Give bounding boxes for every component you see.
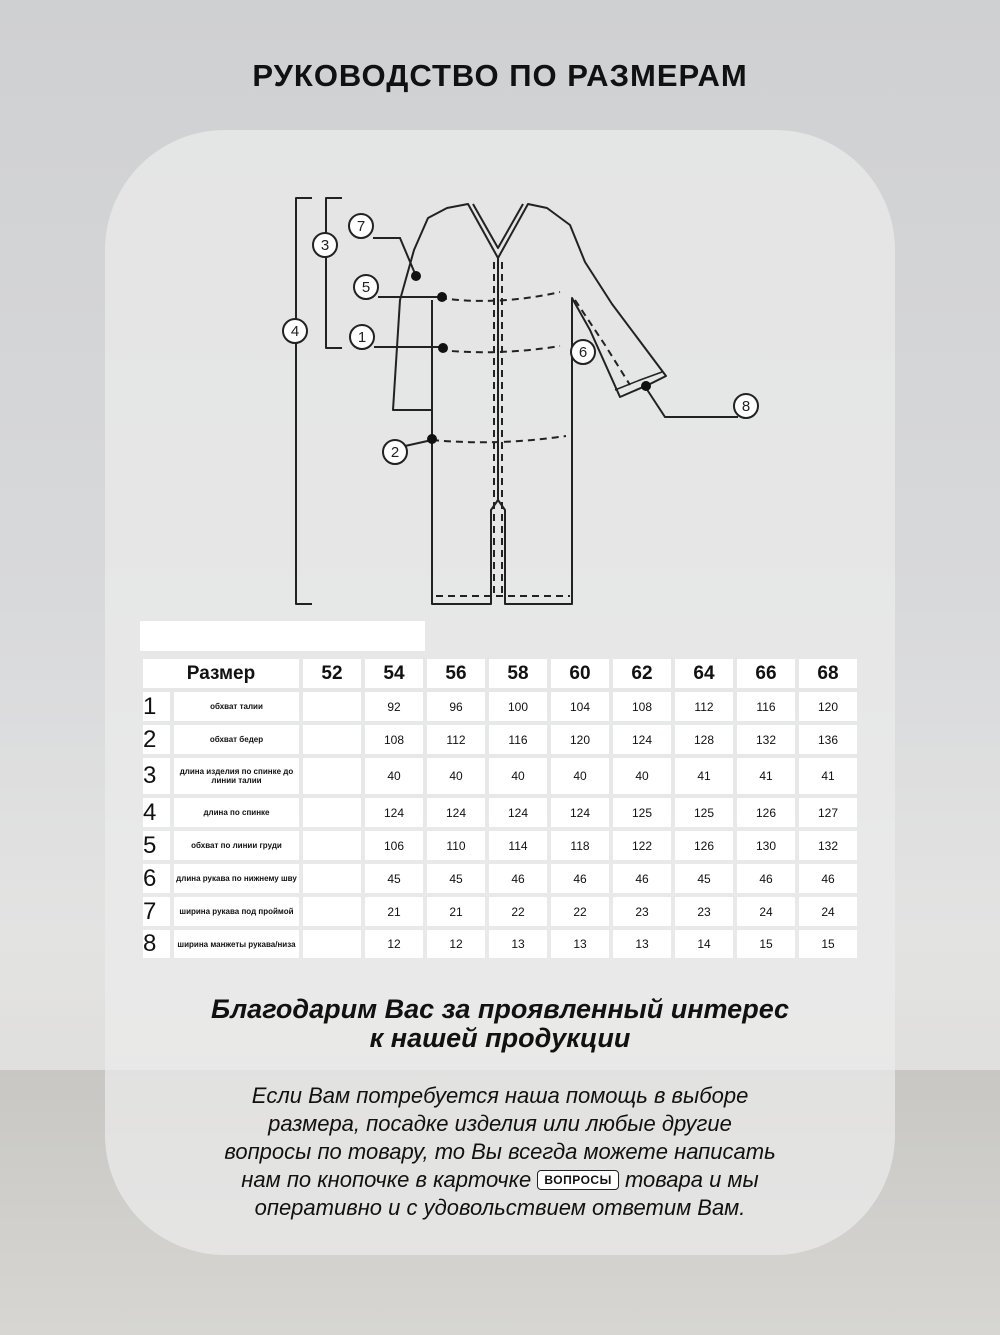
table-cell: 125 [675, 798, 733, 827]
table-cell: 110 [427, 831, 485, 860]
table-cell: 12 [427, 930, 485, 958]
table-cell: 116 [489, 725, 547, 754]
table-cell: 108 [365, 725, 423, 754]
table-cell: 22 [551, 897, 609, 926]
table-cell: 41 [737, 758, 795, 794]
table-cell: 21 [365, 897, 423, 926]
waist-length-bracket [326, 198, 342, 348]
table-row [143, 692, 857, 721]
table-cell [303, 930, 361, 958]
table-cell: 120 [799, 692, 857, 721]
table-cell [303, 725, 361, 754]
table-cell: 41 [675, 758, 733, 794]
header-size-label: Размер [143, 659, 299, 688]
table-cell: 46 [613, 864, 671, 893]
help-line-4-end: товара и мы [624, 1167, 759, 1192]
thanks-line-2: к нашей продукции [369, 1023, 631, 1053]
page-title: РУКОВОДСТВО ПО РАЗМЕРАМ [252, 58, 748, 93]
marker-3-label: 3 [320, 237, 330, 254]
row-measurement-label: обхват талии [174, 692, 299, 721]
table-row [143, 930, 857, 958]
table-cell: 21 [427, 897, 485, 926]
questions-button[interactable]: ВОПРОСЫ [537, 1170, 618, 1190]
row-measurement-label: ширина рукава под проймой [174, 897, 299, 926]
table-cell: 24 [799, 897, 857, 926]
table-cell: 45 [427, 864, 485, 893]
thanks-line-1: Благодарим Вас за проявленный интерес [210, 994, 790, 1024]
table-cell: 108 [613, 692, 671, 721]
table-cell: 124 [489, 798, 547, 827]
table-row [143, 864, 857, 893]
table-row [143, 725, 857, 754]
table-cell: 112 [427, 725, 485, 754]
row-measurement-label: обхват бедер [174, 725, 299, 754]
table-cell [303, 831, 361, 860]
table-row [143, 831, 857, 860]
size-table [139, 655, 861, 962]
marker-6-label: 6 [578, 344, 588, 361]
help-line-4-start: нам по кнопочке в карточке [241, 1167, 532, 1192]
table-cell: 15 [737, 930, 795, 958]
blank-label-box [140, 621, 425, 651]
table-cell: 23 [675, 897, 733, 926]
row-number: 6 [143, 864, 170, 893]
row-measurement-label: ширина манжеты рукава/низа [174, 930, 299, 958]
table-cell [303, 758, 361, 794]
row-number: 8 [143, 930, 170, 958]
table-cell: 92 [365, 692, 423, 721]
header-size: 64 [675, 659, 733, 688]
marker-2-label: 2 [390, 444, 400, 461]
row-number: 3 [143, 758, 170, 794]
marker-1-label: 1 [357, 329, 367, 346]
table-cell: 126 [737, 798, 795, 827]
table-cell: 45 [675, 864, 733, 893]
table-cell: 13 [613, 930, 671, 958]
table-cell [303, 864, 361, 893]
help-text [0, 1082, 1000, 1222]
header-size: 58 [489, 659, 547, 688]
table-cell: 120 [551, 725, 609, 754]
row-number: 4 [143, 798, 170, 827]
table-cell: 136 [799, 725, 857, 754]
table-cell: 127 [799, 798, 857, 827]
table-cell: 40 [427, 758, 485, 794]
table-cell: 96 [427, 692, 485, 721]
help-line-3: вопросы по товару, то Вы всегда можете написать [224, 1139, 776, 1164]
header-size: 68 [799, 659, 857, 688]
table-row [143, 897, 857, 926]
table-cell: 124 [613, 725, 671, 754]
table-cell [303, 692, 361, 721]
row-number: 7 [143, 897, 170, 926]
row-measurement-label: длина по спинке [174, 798, 299, 827]
table-cell: 124 [365, 798, 423, 827]
table-cell [303, 897, 361, 926]
table-cell: 45 [365, 864, 423, 893]
header-size: 60 [551, 659, 609, 688]
row-measurement-label: длина рукава по нижнему шву [174, 864, 299, 893]
waist-line [440, 346, 560, 352]
table-cell: 40 [613, 758, 671, 794]
table-cell: 46 [551, 864, 609, 893]
header-size: 66 [737, 659, 795, 688]
table-cell: 124 [551, 798, 609, 827]
table-cell: 128 [675, 725, 733, 754]
table-cell: 132 [799, 831, 857, 860]
table-cell: 13 [551, 930, 609, 958]
table-cell: 12 [365, 930, 423, 958]
table-cell: 13 [489, 930, 547, 958]
table-cell: 125 [613, 798, 671, 827]
table-cell: 114 [489, 831, 547, 860]
table-cell: 46 [799, 864, 857, 893]
thanks-heading [0, 995, 1000, 1053]
row-number: 2 [143, 725, 170, 754]
table-cell: 22 [489, 897, 547, 926]
table-cell: 118 [551, 831, 609, 860]
table-cell: 40 [365, 758, 423, 794]
help-line-5: оперативно и с удовольствием ответим Вам. [254, 1195, 746, 1220]
table-cell: 41 [799, 758, 857, 794]
table-cell: 40 [489, 758, 547, 794]
table-cell: 23 [613, 897, 671, 926]
help-line-2: размера, посадке изделия или любые другие [268, 1111, 732, 1136]
table-cell: 116 [737, 692, 795, 721]
table-cell: 104 [551, 692, 609, 721]
marker-7-label: 7 [356, 218, 366, 235]
table-row [143, 798, 857, 827]
help-line-1: Если Вам потребуется наша помощь в выборе [251, 1083, 749, 1108]
row-number: 1 [143, 692, 170, 721]
chest-line [440, 292, 560, 301]
row-measurement-label: длина изделия по спинке до линии талии [174, 758, 299, 794]
table-cell: 15 [799, 930, 857, 958]
row-number: 5 [143, 831, 170, 860]
table-cell: 132 [737, 725, 795, 754]
table-cell: 130 [737, 831, 795, 860]
marker-4-label: 4 [290, 323, 300, 340]
table-cell [303, 798, 361, 827]
help-line-4 [0, 1166, 1000, 1194]
garment-diagram [0, 0, 1000, 620]
table-cell: 122 [613, 831, 671, 860]
table-row [143, 758, 857, 794]
table-cell: 24 [737, 897, 795, 926]
table-cell: 124 [427, 798, 485, 827]
header-size: 56 [427, 659, 485, 688]
marker-8-label: 8 [741, 398, 751, 415]
table-cell: 46 [737, 864, 795, 893]
length-bracket [296, 198, 312, 604]
header-size: 54 [365, 659, 423, 688]
header-size: 62 [613, 659, 671, 688]
table-cell: 106 [365, 831, 423, 860]
table-cell: 126 [675, 831, 733, 860]
coat-outline [390, 204, 666, 604]
table-header-row [143, 659, 857, 688]
table-cell: 112 [675, 692, 733, 721]
table-cell: 46 [489, 864, 547, 893]
header-size: 52 [303, 659, 361, 688]
table-cell: 40 [551, 758, 609, 794]
table-cell: 14 [675, 930, 733, 958]
table-cell: 100 [489, 692, 547, 721]
marker-5-label: 5 [361, 279, 371, 296]
row-measurement-label: обхват по линии груди [174, 831, 299, 860]
